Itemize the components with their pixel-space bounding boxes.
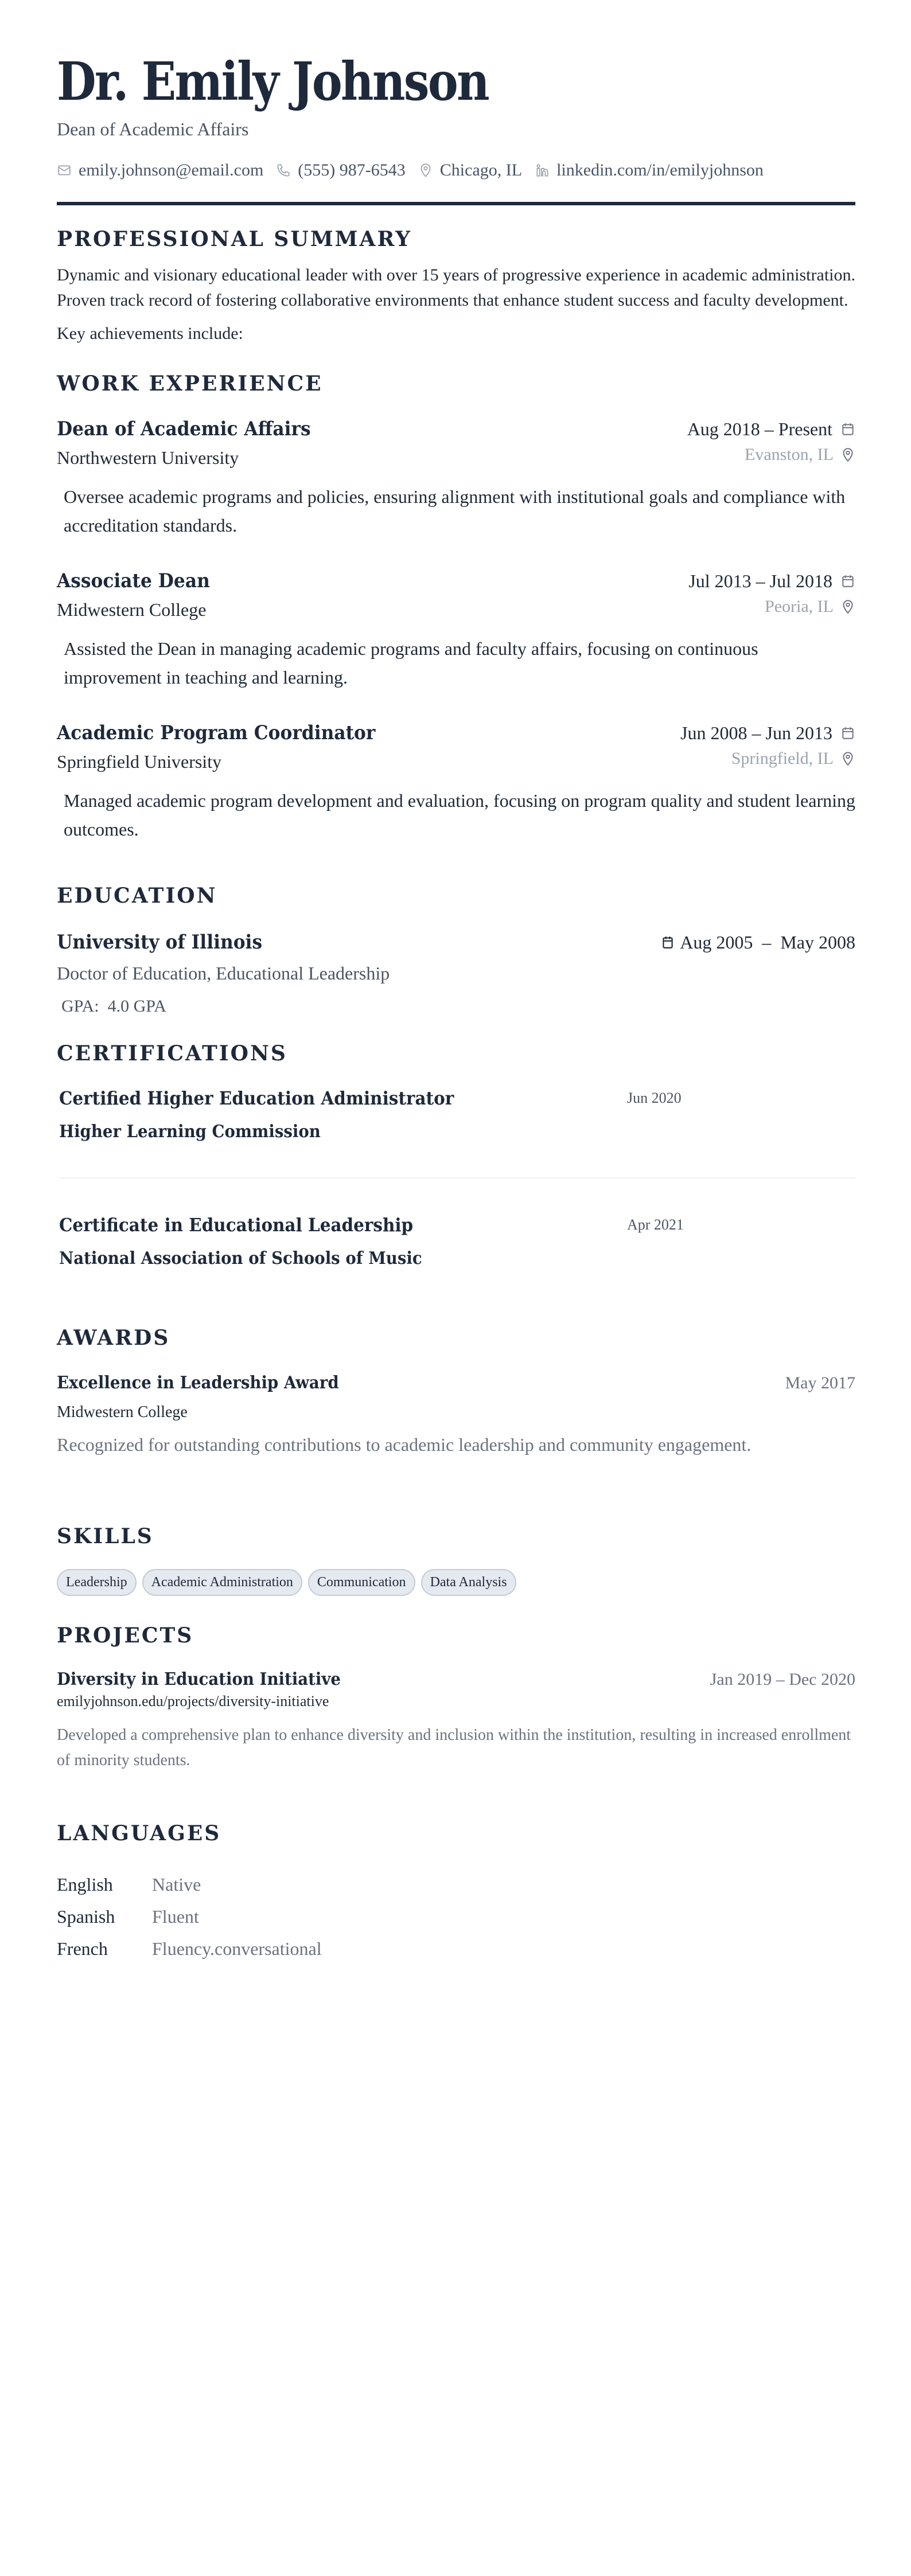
certification-entry	[57, 1087, 855, 1142]
certification-date: Jun 2020	[627, 1090, 682, 1107]
skills-heading: SKILLS	[57, 1524, 154, 1549]
job-location	[731, 749, 855, 768]
projects-section	[57, 1623, 855, 1773]
candidate-title: Dean of Academic Affairs	[57, 119, 249, 140]
certifications-section	[57, 1041, 855, 1269]
job-entry	[57, 721, 855, 844]
languages-section	[57, 1821, 855, 1965]
linkedin-icon	[535, 163, 550, 178]
job-location-text: Evanston, IL	[745, 444, 834, 464]
award-entry	[57, 1373, 855, 1455]
summary-section	[57, 227, 855, 346]
job-dates	[688, 571, 855, 592]
language-name: English	[57, 1874, 113, 1895]
education-dates-text: Aug 2005 – May 2008	[680, 931, 855, 953]
award-name: Excellence in Leadership Award	[57, 1373, 339, 1394]
job-title: Academic Program Coordinator	[57, 721, 376, 745]
language-name: Spanish	[57, 1906, 115, 1927]
job-description: Oversee academic programs and policies, ensuring alignment with institutional goals and compliance with accreditation standards.	[64, 486, 846, 536]
contact-phone[interactable]	[276, 161, 405, 180]
contact-email-text: emily.johnson@email.com	[79, 161, 264, 180]
contact-phone-text: (555) 987-6543	[298, 161, 406, 180]
job-dates	[687, 419, 855, 440]
contact-linkedin-text: linkedin.com/in/emilyjohnson	[556, 161, 764, 180]
certification-name: Certified Higher Education Administrator	[59, 1087, 454, 1110]
skill-chip: Communication	[308, 1569, 415, 1596]
summary-heading: PROFESSIONAL SUMMARY	[57, 227, 412, 252]
education-entry	[57, 931, 855, 1016]
job-location	[765, 597, 855, 616]
mail-icon	[57, 163, 72, 178]
award-date: May 2017	[785, 1373, 855, 1392]
job-organization: Midwestern College	[57, 599, 207, 620]
skill-chip: Data Analysis	[421, 1569, 516, 1596]
contact-list	[57, 161, 855, 180]
education-dates	[661, 932, 855, 953]
work-heading: WORK EXPERIENCE	[57, 372, 323, 396]
project-name: Diversity in Education Initiative	[57, 1669, 341, 1690]
contact-email[interactable]	[57, 161, 263, 180]
school-name: University of Illinois	[57, 931, 263, 954]
summary-text: Dynamic and visionary educational leader with over 15 years of progressive experience in academic administration. Proven track record of fostering collaborative environments that enhance student success and faculty development.	[57, 266, 855, 310]
project-dates: Jan 2019 – Dec 2020	[710, 1669, 855, 1689]
job-dates-text: Jul 2013 – Jul 2018	[688, 570, 832, 591]
language-item	[57, 1900, 855, 1933]
certification-divider	[59, 1177, 855, 1178]
map-pin-icon	[840, 599, 855, 615]
education-heading: EDUCATION	[57, 884, 217, 908]
awards-heading: AWARDS	[57, 1326, 170, 1351]
project-link[interactable]: emilyjohnson.edu/projects/diversity-initiative	[57, 1693, 329, 1710]
gpa	[61, 997, 855, 1016]
languages-heading: LANGUAGES	[57, 1821, 221, 1846]
header-divider	[57, 202, 855, 205]
map-pin-icon	[840, 751, 855, 767]
job-title: Dean of Academic Affairs	[57, 417, 311, 441]
job-dates-text: Jun 2008 – Jun 2013	[680, 722, 832, 743]
contact-location-text: Chicago, IL	[439, 161, 523, 180]
gpa-value: 4.0 GPA	[107, 997, 166, 1016]
job-organization: Springfield University	[57, 751, 222, 772]
job-description: Managed academic program development and evaluation, focusing on program quality and student learning outcomes.	[64, 790, 855, 840]
calendar-icon	[661, 935, 674, 950]
job-location-text: Peoria, IL	[765, 596, 834, 616]
skill-chip-list	[57, 1569, 855, 1596]
language-level: Fluency.conversational	[152, 1938, 322, 1960]
project-description: Developed a comprehensive plan to enhance diversity and inclusion within the institution, resulting in increased enrollment of minority students.	[57, 1726, 851, 1770]
certification-issuer: Higher Learning Commission	[59, 1122, 321, 1142]
language-item	[57, 1933, 855, 1965]
calendar-icon	[840, 573, 855, 589]
project-entry	[57, 1669, 855, 1773]
language-name: French	[57, 1938, 108, 1960]
projects-heading: PROJECTS	[57, 1623, 194, 1648]
language-list	[57, 1868, 855, 1965]
job-entry	[57, 569, 855, 692]
job-organization: Northwestern University	[57, 447, 239, 469]
awards-section	[57, 1326, 855, 1455]
calendar-icon	[840, 725, 855, 741]
award-description: Recognized for outstanding contributions to academic leadership and community engagement.	[57, 1434, 752, 1455]
skill-chip: Leadership	[57, 1569, 137, 1596]
degree: Doctor of Education, Educational Leadership	[57, 963, 390, 984]
certifications-heading: CERTIFICATIONS	[57, 1041, 287, 1066]
key-achievements-label: Key achievements include:	[57, 324, 243, 344]
job-dates	[680, 723, 855, 744]
job-description: Assisted the Dean in managing academic programs and faculty affairs, focusing on continuous improvement in teaching and learning.	[64, 638, 758, 688]
skill-chip: Academic Administration	[142, 1569, 302, 1596]
work-experience-section	[57, 372, 855, 844]
job-location-text: Springfield, IL	[731, 748, 834, 768]
job-dates-text: Aug 2018 – Present	[687, 418, 832, 439]
language-level: Native	[152, 1874, 201, 1895]
map-pin-icon	[418, 163, 433, 178]
calendar-icon	[840, 421, 855, 437]
contact-location	[418, 161, 522, 180]
certification-name: Certificate in Educational Leadership	[59, 1214, 414, 1236]
resume-header	[57, 50, 855, 205]
phone-icon	[276, 163, 291, 178]
gpa-label: GPA:	[61, 997, 99, 1016]
map-pin-icon	[840, 447, 855, 463]
award-organization: Midwestern College	[57, 1403, 188, 1422]
language-item	[57, 1868, 855, 1900]
language-level: Fluent	[152, 1906, 199, 1927]
education-section	[57, 884, 855, 1016]
contact-linkedin[interactable]	[535, 161, 764, 180]
certification-entry	[57, 1214, 855, 1269]
candidate-name: Dr. Emily Johnson	[57, 50, 489, 112]
job-location	[745, 445, 855, 465]
job-entry	[57, 417, 855, 540]
job-title: Associate Dean	[57, 569, 210, 593]
certification-date: Apr 2021	[627, 1216, 684, 1234]
skills-section	[57, 1524, 855, 1596]
certification-issuer: National Association of Schools of Music	[59, 1248, 422, 1269]
